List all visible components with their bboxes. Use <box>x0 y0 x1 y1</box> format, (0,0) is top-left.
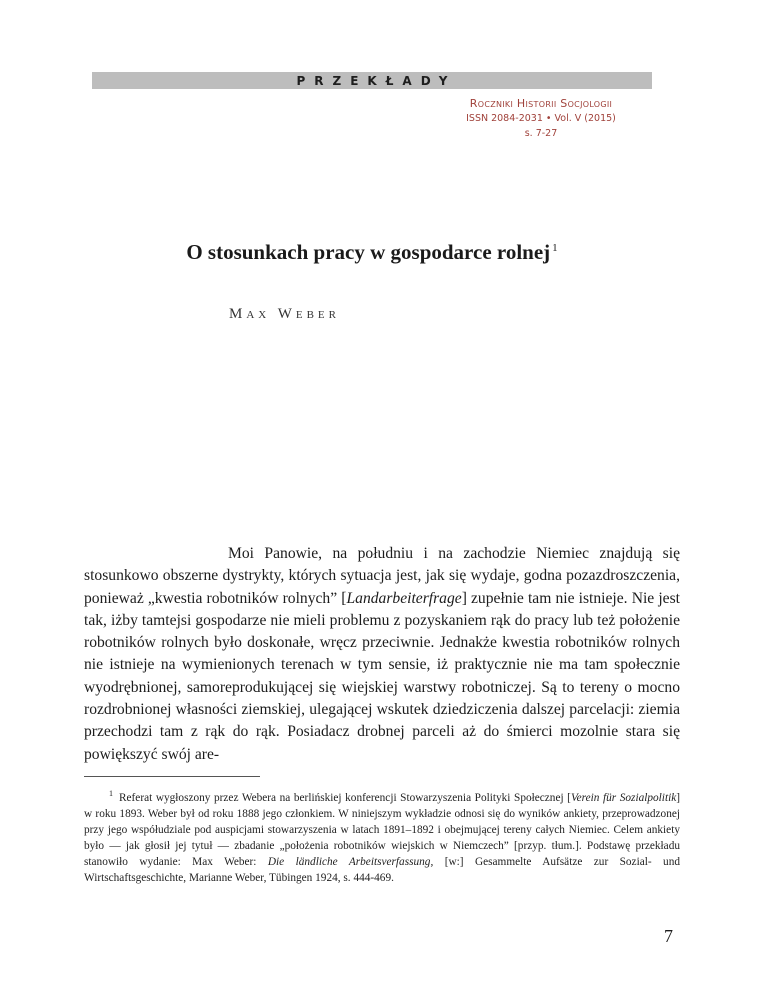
footnote-text-segment: Referat wygłoszony przez Webera na berlińskiej konferencji Stowarzyszenia Polityki Społecznej [ <box>119 791 571 804</box>
body-text-segment: ] zupełnie tam nie istnieje. Nie jest tak, iżby tamtejsi gospodarze nie mieli problemu z pozyskaniem rąk do pracy lub też położenie robotników rolnych było doskonałe, wręcz przeciwnie. Jednakże kwestia robotników rolnych nie istnieje na wymienionych terenach w tym sensie, iż praktycznie nie ma tam społecznie wyodrębnionej, samoreprodukującej się wiejskiej warstwy robotniczej. Są to tereny o mocno rozdrobnionej własności ziemskiej, ulegającej wskutek dziedziczenia dalszej parcelacji: ziemia przechodzi tam z rąk do rąk. Posiadacz drobnej parceli aż do śmierci mozolnie stara się powiększyć swój are- <box>84 589 680 763</box>
footnote-italic-term: Verein für Sozialpolitik <box>570 791 677 804</box>
journal-name: Roczniki Historii Socjologii <box>469 97 613 110</box>
page-range: s. 7-27 <box>524 128 558 139</box>
section-label: PRZEKŁADY <box>296 74 457 88</box>
body-italic-term: Landarbeiterfrage <box>346 589 462 607</box>
section-header-bar <box>92 72 652 89</box>
footnote-rule <box>84 776 260 777</box>
author-name: Max Weber <box>229 306 340 322</box>
footnote <box>84 786 680 886</box>
article-title <box>92 240 652 265</box>
footnote-text-segment: ] w roku 1893. Weber był od roku 1888 jego członkiem. W niniejszym wykładzie odnosi się do wyników ankiety, przeprowadzonej przy jego współudziale pod auspicjami stowarzyszenia w latach 1891–1892 i obejmującej tereny całych Niemiec. Celem ankiety było — jak głosił jej tytuł — zbadanie „położenia robotników wiejskich w Niemczech” [przyp. tłum.]. Podstawę przekładu stanowiło wydanie: Max Weber: <box>84 791 680 868</box>
body-paragraph <box>84 543 680 766</box>
body-text-segment: Moi Panowie, na południu i na zachodzie Niemiec znajdują się stosunkowo obszerne dystrykty, których sytuacja jest, jak się wydaje, godna pozazdroszczenia, ponieważ „kwestia robotników rolnych” [ <box>84 545 680 607</box>
footnote-italic-title: Die ländliche Arbeitsverfassung, <box>267 855 434 868</box>
page-number: 7 <box>664 926 673 946</box>
issn-volume: ISSN 2084-2031 • Vol. V (2015) <box>466 113 616 124</box>
footnote-paragraph <box>84 786 680 886</box>
footnote-mark: 1 <box>109 789 113 798</box>
article-title-text: O stosunkach pracy w gospodarce rolnej <box>186 240 551 264</box>
title-footnote-mark: 1 <box>552 242 558 254</box>
journal-info <box>440 96 642 141</box>
body-text <box>84 543 680 766</box>
footnote-text-segment: [w:] Gesammelte Aufsätze zur Sozial- und Wirtschaftsgeschichte, Marianne Weber, Tübingen 1924, s. 444-469. <box>84 855 680 884</box>
